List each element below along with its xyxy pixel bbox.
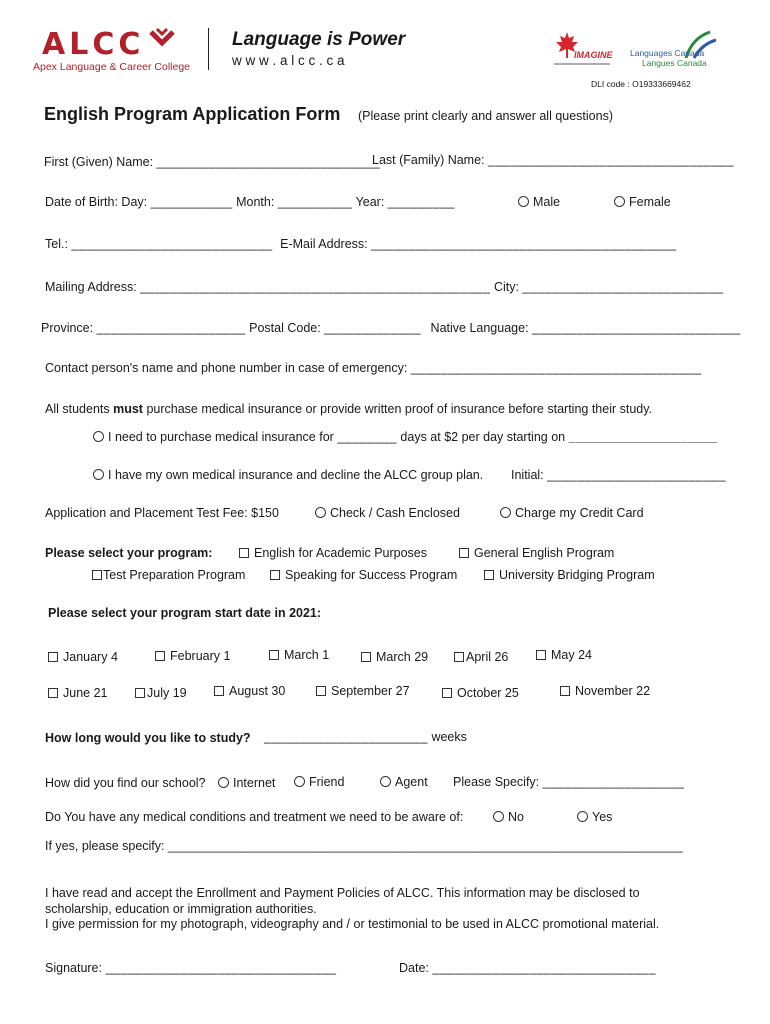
program-eap[interactable]: [239, 546, 427, 560]
date-option-feb[interactable]: [155, 649, 230, 663]
medical-yes-label: Yes: [592, 810, 613, 824]
program-speaking[interactable]: [270, 568, 457, 582]
native-field[interactable]: ____________________________: [532, 321, 741, 335]
duration-row: [264, 730, 467, 744]
imagine-text: IMAGINE: [574, 50, 613, 60]
fee-card-option[interactable]: [500, 506, 644, 520]
date-oct-checkbox[interactable]: [442, 688, 452, 698]
insurance-start-field[interactable]: ____________________: [568, 430, 718, 444]
insurance-purchase-radio[interactable]: [93, 431, 104, 442]
date-apr-label: April 26: [466, 650, 509, 664]
tel-label: Tel.:: [45, 237, 68, 251]
find-agent-option[interactable]: [380, 775, 428, 789]
emergency-label: Contact person's name and phone number in case of emergency:: [45, 361, 408, 375]
first-name-label: First (Given) Name:: [44, 155, 154, 169]
male-option[interactable]: [518, 195, 560, 209]
signature-row: [45, 961, 336, 975]
header-divider: [208, 28, 209, 70]
fee-check-label: Check / Cash Enclosed: [330, 506, 460, 520]
fee-label: Application and Placement Test Fee: $150: [45, 506, 279, 520]
last-name-row: [372, 153, 734, 167]
medical-no-radio[interactable]: [493, 811, 504, 822]
date-apr-checkbox[interactable]: [454, 652, 464, 662]
weeks-label: weeks: [431, 730, 467, 744]
dob-day-label: Date of Birth: Day:: [45, 195, 148, 209]
date-option-may[interactable]: [536, 648, 592, 662]
mailing-row: [45, 280, 724, 294]
specify-row: [453, 775, 684, 789]
dob-year-field[interactable]: _________: [387, 195, 455, 209]
program-speaking-label: Speaking for Success Program: [285, 568, 458, 582]
find-internet-option[interactable]: [218, 776, 275, 790]
insurance-days-label: days at $2 per day starting on: [400, 430, 566, 444]
duration-label: How long would you like to study?: [45, 731, 251, 745]
logo-text: ALCC: [42, 27, 145, 62]
province-field[interactable]: ____________________: [96, 321, 246, 335]
date-option-jan[interactable]: [48, 650, 118, 664]
province-row: [41, 321, 741, 335]
policy-line-1: I have read and accept the Enrollment and Payment Policies of ALCC. This information may be disclosed to: [45, 886, 640, 900]
date-oct-label: October 25: [457, 686, 519, 700]
first-name-row: [44, 155, 380, 169]
program-eap-checkbox[interactable]: [239, 548, 249, 558]
date-jan-checkbox[interactable]: [48, 652, 58, 662]
program-speaking-checkbox[interactable]: [270, 570, 280, 580]
date-sep-checkbox[interactable]: [316, 686, 326, 696]
dob-year-label: Year:: [355, 195, 385, 209]
emergency-row: [45, 361, 701, 375]
tagline: Language is Power: [232, 29, 406, 50]
female-radio[interactable]: [614, 196, 625, 207]
college-name: Apex Language & Career College: [33, 61, 191, 73]
date-option-mar1[interactable]: [269, 648, 329, 662]
insurance-text-pre: All students: [45, 402, 114, 416]
dob-month-field[interactable]: __________: [277, 195, 353, 209]
postal-field[interactable]: _____________: [324, 321, 422, 335]
insurance-must: must: [113, 402, 143, 416]
postal-label: Postal Code:: [249, 321, 321, 335]
insurance-days-field[interactable]: ________: [337, 430, 397, 444]
email-field[interactable]: _________________________________________: [371, 237, 677, 251]
date-feb-checkbox[interactable]: [155, 651, 165, 661]
initial-row: [511, 468, 726, 482]
date-nov-checkbox[interactable]: [560, 686, 570, 696]
date-feb-label: February 1: [170, 649, 231, 663]
date-option-oct[interactable]: [442, 686, 519, 700]
fee-check-option[interactable]: [315, 506, 460, 520]
find-friend-option[interactable]: [294, 775, 344, 789]
female-label: Female: [629, 195, 671, 209]
find-friend-label: Friend: [309, 775, 345, 789]
date-option-mar29[interactable]: [361, 650, 428, 664]
duration-field[interactable]: ______________________: [264, 730, 428, 744]
website: w w w . a l c c . c a: [232, 53, 345, 68]
date-aug-label: August 30: [229, 684, 286, 698]
policy-line-3: I give permission for my photograph, videography and / or testimonial to be used in ALCC promotional material.: [45, 917, 660, 931]
insurance-own-label: I have my own medical insurance and decline the ALCC group plan.: [108, 468, 484, 482]
date-option-jul[interactable]: [135, 686, 187, 700]
form-subtitle: (Please print clearly and answer all questions): [358, 109, 613, 123]
date-field[interactable]: ______________________________: [432, 961, 656, 975]
program-test-prep-label: Test Preparation Program: [103, 568, 246, 582]
dob-day-field[interactable]: ___________: [150, 195, 233, 209]
medical-yes-option[interactable]: [577, 810, 612, 824]
dob-month-label: Month:: [236, 195, 275, 209]
native-label: Native Language:: [430, 321, 529, 335]
date-mar29-label: March 29: [376, 650, 429, 664]
languages-canada-logo: [628, 28, 724, 72]
find-agent-radio[interactable]: [380, 776, 391, 787]
ifyes-row: [45, 839, 683, 853]
signature-field[interactable]: _______________________________: [105, 961, 337, 975]
last-name-label: Last (Family) Name:: [372, 153, 485, 167]
city-field[interactable]: ___________________________: [522, 280, 724, 294]
signature-label: Signature:: [45, 961, 102, 975]
alcc-logo: [42, 26, 175, 62]
chevron-mark-icon: [149, 26, 175, 52]
insurance-own-radio[interactable]: [93, 469, 104, 480]
specify-label: Please Specify:: [453, 775, 540, 789]
program-general-checkbox[interactable]: [459, 548, 469, 558]
date-option-jun[interactable]: [48, 686, 107, 700]
mailing-label: Mailing Address:: [45, 280, 137, 294]
find-internet-radio[interactable]: [218, 777, 229, 788]
medical-yes-radio[interactable]: [577, 811, 588, 822]
emergency-field[interactable]: _______________________________________: [410, 361, 702, 375]
lc-line2: Langues Canada: [642, 58, 707, 68]
city-label: City:: [493, 280, 519, 294]
tel-row: [45, 237, 677, 251]
male-radio[interactable]: [518, 196, 529, 207]
fee-card-radio[interactable]: [500, 507, 511, 518]
last-name-field[interactable]: _________________________________: [488, 153, 734, 167]
initial-label: Initial:: [511, 468, 544, 482]
date-mar1-checkbox[interactable]: [269, 650, 279, 660]
date-option-sep[interactable]: [316, 684, 410, 698]
date-option-apr[interactable]: [454, 650, 508, 664]
start-date-label: Please select your program start date in 2021:: [48, 606, 322, 620]
dli-code: DLI code : O19333669462: [591, 79, 691, 89]
date-label: Date:: [399, 961, 429, 975]
first-name-field[interactable]: ______________________________: [156, 155, 381, 169]
date-row: [399, 961, 656, 975]
form-title: English Program Application Form: [44, 104, 341, 124]
date-option-nov[interactable]: [560, 684, 650, 698]
mailing-field[interactable]: _______________________________________________: [140, 280, 491, 294]
initial-field[interactable]: ________________________: [547, 468, 726, 482]
fee-card-label: Charge my Credit Card: [515, 506, 644, 520]
date-jun-checkbox[interactable]: [48, 688, 58, 698]
program-test-prep[interactable]: [92, 568, 245, 582]
date-mar1-label: March 1: [284, 648, 330, 662]
policy-line-2: scholarship, education or immigration authorities.: [45, 901, 317, 916]
medical-no-label: No: [508, 810, 524, 824]
find-agent-label: Agent: [395, 775, 428, 789]
date-may-label: May 24: [551, 648, 592, 662]
program-bridging[interactable]: [484, 568, 655, 582]
insurance-notice: [45, 402, 652, 416]
female-option[interactable]: [614, 195, 671, 209]
insurance-option-own: [93, 468, 483, 482]
male-label: Male: [533, 195, 561, 209]
program-general-label: General English Program: [474, 546, 615, 560]
insurance-text-post: purchase medical insurance or provide written proof of insurance before starting their study.: [142, 402, 653, 416]
medical-no-option[interactable]: [493, 810, 524, 824]
imagine-subtext-line: [554, 63, 610, 65]
date-nov-label: November 22: [575, 684, 651, 698]
program-test-prep-checkbox[interactable]: [92, 570, 102, 580]
specify-field[interactable]: ___________________: [542, 775, 685, 789]
date-option-aug[interactable]: [214, 684, 285, 698]
date-may-checkbox[interactable]: [536, 650, 546, 660]
email-label: E-Mail Address:: [280, 237, 368, 251]
find-internet-label: Internet: [233, 776, 276, 790]
date-jul-checkbox[interactable]: [135, 688, 145, 698]
imagine-logo: [548, 30, 618, 70]
program-eap-label: English for Academic Purposes: [254, 546, 428, 560]
date-jul-label: July 19: [147, 686, 187, 700]
date-jun-label: June 21: [63, 686, 108, 700]
ifyes-label: If yes, please specify:: [45, 839, 165, 853]
ifyes-field[interactable]: _______________________________________________________________________: [168, 839, 683, 853]
find-friend-radio[interactable]: [294, 776, 305, 787]
dob-row: [45, 195, 455, 209]
program-label: Please select your program:: [45, 546, 213, 560]
province-label: Province:: [41, 321, 94, 335]
tel-field[interactable]: ___________________________: [71, 237, 273, 251]
fee-check-radio[interactable]: [315, 507, 326, 518]
insurance-purchase-label: I need to purchase medical insurance for: [108, 430, 334, 444]
date-mar29-checkbox[interactable]: [361, 652, 371, 662]
program-bridging-label: University Bridging Program: [499, 568, 655, 582]
policy-text: [45, 886, 659, 933]
insurance-option-purchase: [93, 430, 718, 444]
date-jan-label: January 4: [63, 650, 118, 664]
date-sep-label: September 27: [331, 684, 410, 698]
program-general[interactable]: [459, 546, 614, 560]
medical-label: Do You have any medical conditions and treatment we need to be aware of:: [45, 810, 464, 824]
find-label: How did you find our school?: [45, 776, 206, 790]
program-bridging-checkbox[interactable]: [484, 570, 494, 580]
date-aug-checkbox[interactable]: [214, 686, 224, 696]
lc-line1: Languages Canada: [630, 48, 705, 58]
